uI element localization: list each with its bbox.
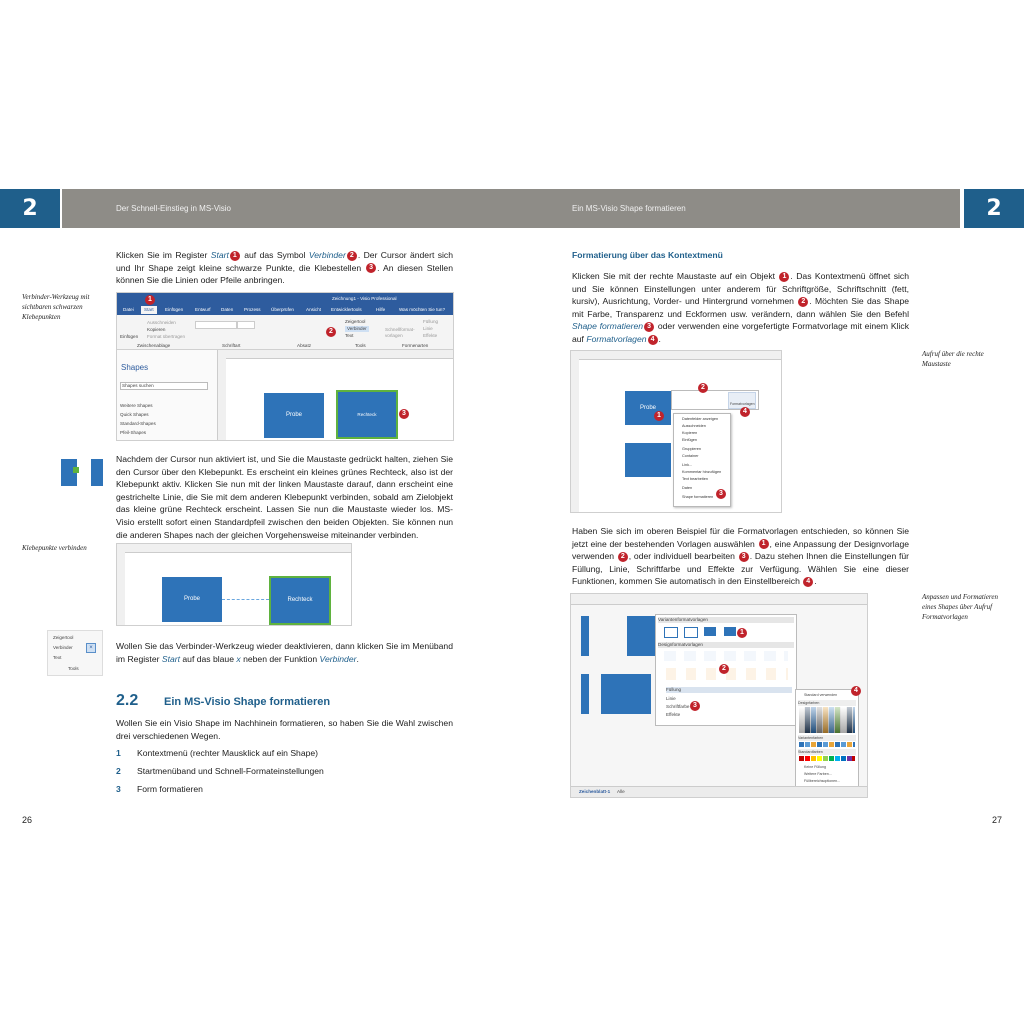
shape-probe[interactable]: Probe (625, 391, 671, 425)
gallery-variant-title: Variantenformatvorlagen (658, 617, 794, 623)
chapter-tab-right: 2 (964, 189, 1024, 228)
shape-rechteck[interactable] (627, 616, 657, 656)
tool-text[interactable]: Text (345, 333, 354, 338)
callout-2: 2 (719, 664, 729, 674)
font-size-box[interactable] (237, 321, 255, 329)
tell-me-search[interactable]: Was möchten Sie tun? (399, 307, 446, 312)
color-panel (795, 689, 859, 791)
variant-style-2[interactable] (684, 627, 698, 638)
running-head-left: Der Schnell-Einstieg in MS-Visio (116, 204, 232, 213)
standard-colors[interactable] (799, 756, 855, 761)
status-bar (571, 786, 867, 797)
tab-start[interactable]: Start (141, 306, 157, 314)
menu-item-datenfelder[interactable]: Datenfelder anzeigen (682, 417, 719, 421)
shape-lower[interactable] (601, 674, 651, 714)
color-standard-title: Standardfarben (798, 749, 856, 755)
tab-ansicht[interactable]: Ansicht (306, 307, 322, 312)
connector-icon-thumbnail (61, 459, 103, 486)
ruler-left (117, 552, 125, 626)
ruler-top (117, 544, 351, 553)
style-line[interactable]: Linie (423, 326, 433, 331)
paste-button[interactable]: Einfügen (120, 334, 139, 339)
section-number: 2.2 (116, 692, 139, 709)
color-no-fill[interactable]: Keine Füllung (804, 765, 826, 769)
shapes-quick[interactable]: Quick Shapes (120, 412, 149, 417)
callout-3: 3 (690, 701, 700, 711)
callout-1: 1 (737, 628, 747, 638)
screenshot-visio-ribbon (116, 292, 454, 441)
ribbon-tabs (117, 305, 453, 315)
list-item-1: Kontextmenü (rechter Mausklick auf ein Shape) (137, 748, 319, 758)
tool-text[interactable]: Text (53, 655, 62, 660)
group-shape-styles: Formenarten (402, 343, 429, 348)
group-paragraph: Absatz (297, 343, 312, 348)
shapes-search-input[interactable]: Shapes suchen (120, 382, 208, 390)
tab-ueberpruefen[interactable]: Überprüfen (271, 307, 294, 312)
sheet-all[interactable]: Alle (617, 789, 625, 794)
tab-daten[interactable]: Daten (221, 307, 234, 312)
tools-group-snippet (47, 630, 103, 676)
ribbon-body (117, 315, 453, 350)
shape-rechteck-selected[interactable]: Rechteck (336, 390, 398, 439)
menu-line[interactable]: Linie (666, 696, 676, 701)
page-number-right: 27 (992, 815, 1003, 825)
tool-connector[interactable]: Verbinder (347, 326, 367, 331)
right-subheading: Formatierung über das Kontextmenü (572, 250, 723, 260)
style-effects[interactable]: Effekte (423, 333, 438, 338)
menu-effects[interactable]: Effekte (666, 712, 681, 717)
margin-note-glue-points: Klebepunkte verbinden (22, 544, 87, 552)
tool-pointer[interactable]: Zeigertool (53, 635, 74, 640)
tab-prozess[interactable]: Prozess (244, 307, 261, 312)
ruler-left (571, 359, 579, 513)
left-para-4: Wollen Sie ein Visio Shape im Nachhinein formatieren, so haben Sie die Wahl zwischen drei verschiedenen Wegen. (116, 718, 453, 741)
window-title: Zeichnung1 - Visio Professional (332, 296, 397, 301)
color-fill-options[interactable]: Füllbereichsoptionen... (804, 779, 841, 783)
shape-probe[interactable]: Probe (264, 393, 324, 438)
tab-einfuegen[interactable]: Einfügen (165, 307, 184, 312)
color-more[interactable]: Weitere Farben... (804, 772, 832, 776)
menu-item-format-shape[interactable]: Shape formatieren (682, 495, 714, 499)
page-number-left: 26 (22, 815, 33, 825)
theme-color-grid[interactable] (799, 707, 855, 733)
close-icon[interactable]: × (86, 643, 96, 653)
color-theme-title: Designfarben (798, 700, 856, 706)
margin-note-context-menu: Aufruf über die rechte Maustaste (922, 350, 984, 368)
callout-3: 3 (399, 409, 409, 419)
color-variant-title: Variantenfarben (798, 735, 856, 741)
menu-font-color[interactable]: Schriftfarbe (666, 704, 690, 709)
tab-entwurf[interactable]: Entwurf (195, 307, 211, 312)
screenshot-style-gallery (570, 593, 868, 798)
section-title: Ein MS-Visio Shape formatieren (164, 696, 331, 708)
color-use-default[interactable]: Standard verwenden (804, 693, 838, 697)
right-para-2: Haben Sie sich im oberen Beispiel für die Formatvorlagen entschieden, so können Sie jetzt eine der bestehenden Vorlagen auswählen 1 , eine Anpassung der Designvorlage verwenden 2 , oder individuell bearbeiten 3 . Dazu stehen Ihnen die Einstellungen für Füllung, Linie, Schriftfarbe und Effekte zur Verfügung. Wählen Sie eine dieser Funktionen, kommen Sie automatisch in den Einstellbereich 4 . (572, 526, 909, 587)
margin-note-connector: Verbinder-Werkzeug mit sichtbaren schwarzen Klebepunkten (22, 293, 90, 321)
variant-style-3[interactable] (704, 627, 716, 636)
menu-item-edit-text[interactable]: Text bearbeiten (682, 477, 708, 481)
left-para-3: Wollen Sie das Verbinder-Werkzeug wieder deaktivieren, dann klicken Sie im Menüband im Register Start auf das blaue x neben der Funktion Verbinder. (116, 641, 453, 664)
callout-4: 4 (740, 407, 750, 417)
shapes-standard[interactable]: Standard-Shapes (120, 421, 156, 426)
screenshot-context-menu (570, 350, 782, 513)
group-tools: Tools (355, 343, 366, 348)
callout-3: 3 (716, 489, 726, 499)
callout-2: 2 (698, 383, 708, 393)
tab-datei[interactable]: Datei (123, 307, 134, 312)
menu-item-comment[interactable]: Kommentar hinzufügen (682, 470, 722, 474)
running-head-right: Ein MS-Visio Shape formatieren (572, 204, 686, 213)
callout-1: 1 (145, 295, 155, 305)
menu-item-data[interactable]: Daten (682, 486, 693, 490)
list-number-1: 1 (116, 748, 121, 758)
tab-hilfe[interactable]: Hilfe (376, 307, 386, 312)
gallery-design-title: Designformatvorlagen (658, 642, 794, 648)
format-styles-button[interactable]: Formatvorlagen (728, 392, 756, 409)
group-clipboard: Zwischenablage (137, 343, 171, 348)
design-style-row-1[interactable] (664, 651, 788, 661)
left-para-1: Klicken Sie im Register Start 1 auf das Symbol Verbinder 2 . Der Cursor ändert sich und Ihr Shape zeigt kleine schwarze Punkte, die Klebestellen 3 . An diesen Stellen können Sie die Linien oder Pfeile anbringen. (116, 250, 453, 286)
font-box[interactable] (195, 321, 237, 329)
shapes-title: Shapes (121, 363, 149, 372)
style-fill[interactable]: Füllung (423, 319, 439, 324)
ruler-left (218, 358, 226, 441)
callout-1: 1 (654, 411, 664, 421)
format-painter-button[interactable]: Format übertragen (147, 334, 186, 339)
group-tools-label: Tools (68, 666, 79, 671)
callout-4: 4 (851, 686, 861, 696)
sheet-tab[interactable]: Zeichenblatt-1 (579, 789, 611, 794)
menu-item-cut[interactable]: Ausschneiden (682, 424, 706, 428)
right-para-1: Klicken Sie mit der rechte Maustaste auf ein Objekt 1 . Das Kontextmenü öffnet sich und Sie können Einstellungen unter anderem für Schriftgröße, Schriftschnitt (fett, kursiv), Ausrichtung, Vorder- und Hintergrund vornehmen 2 . Möchten Sie das Shape mit Farbe, Transparenz und Eckformen usw. verändern, dann wählen Sie den Befehl Shape formatieren 3 oder verwenden eine vorgefertigte Formatvorlage mit einem Klick auf Formatvorlagen 4 . (572, 271, 910, 344)
shape-rechteck[interactable]: Rechteck (269, 576, 331, 625)
menu-item-link[interactable]: Link... (682, 463, 693, 467)
variant-colors[interactable] (799, 742, 855, 747)
margin-note-format-styles: Anpassen und Formatieren eines Shapes über Aufruf Formatvorlagen (922, 593, 998, 621)
shape-lower-left[interactable] (581, 674, 589, 714)
tool-connector[interactable]: Verbinder (53, 645, 73, 650)
menu-item-container[interactable]: Container (682, 454, 699, 458)
list-number-2: 2 (116, 766, 121, 776)
ruler-top (571, 351, 781, 360)
list-number-3: 3 (116, 784, 121, 794)
shapes-pane (117, 350, 218, 440)
chapter-tab-left: 2 (0, 189, 60, 228)
shapes-more[interactable]: Weitere Shapes (120, 403, 153, 408)
copy-button[interactable]: Kopieren (147, 327, 166, 332)
variant-style-4[interactable] (724, 627, 736, 636)
tab-entwicklertools[interactable]: Entwicklertools (331, 307, 362, 312)
list-item-2: Startmenüband und Schnell-Formateinstellungen (137, 766, 324, 776)
callout-2: 2 (326, 327, 336, 337)
ruler-top (218, 350, 453, 359)
group-font: Schriftart (222, 343, 241, 348)
screenshot-connect-points (116, 543, 352, 626)
connector-line (222, 599, 269, 600)
cut-button[interactable]: Ausschneiden (147, 320, 176, 325)
ruler-top (571, 594, 867, 605)
quick-styles[interactable]: Schnellformat-vorlagen (385, 327, 415, 338)
left-para-2: Nachdem der Cursor nun aktiviert ist, und Sie die Maustaste gedrückt halten, ziehen Sie den Cursor über den Klebepunkt. Es erscheint ein kleines grünes Rechteck, also ist der Klebepunkt aktiv. Klicken Sie nun mit der linken Maustaste darauf, dann erscheint eine gestrichelte Linie, die Sie mit dem anderen Klebepunkt verbinden, sobald am Zielobjekt das kleine grüne Rechteck erscheint. Lassen Sie nun die Maustaste wieder los. MS-Visio erstellt sofort einen Standardpfeil zwischen den beiden Objekten. Sie können nun die anderen Shapes nach der gleichen Vorgehensweise miteinander verbinden. (116, 454, 453, 540)
title-bar (117, 293, 453, 305)
menu-fill[interactable]: Füllung (666, 687, 792, 693)
menu-item-group[interactable]: Gruppieren (682, 447, 701, 451)
tool-pointer[interactable]: Zeigertool (345, 319, 366, 324)
variant-style-1[interactable] (664, 627, 678, 638)
shape-left-edge[interactable] (581, 616, 589, 656)
shapes-arrow[interactable]: Pfeil-Shapes (120, 430, 147, 435)
menu-item-paste[interactable]: Einfügen (682, 438, 697, 442)
shape-probe[interactable]: Probe (162, 577, 222, 622)
menu-item-copy[interactable]: Kopieren (682, 431, 698, 435)
shape-secondary[interactable] (625, 443, 671, 477)
list-item-3: Form formatieren (137, 784, 203, 794)
